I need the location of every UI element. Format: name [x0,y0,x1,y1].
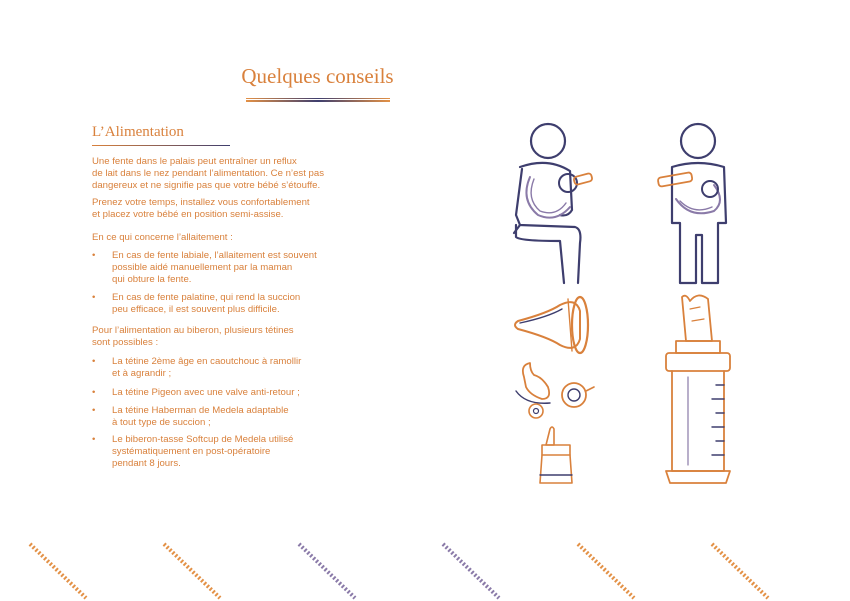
list-item-text: En cas de fente labiale, l’allaitement est souvent possible aidé manuellement par la maman qui obture la fente. [112,250,317,286]
bullet-dot: • [92,356,96,367]
seated-parent-feeding-icon [514,124,593,283]
valve-icon [562,383,594,407]
paragraph-position: Prenez votre temps, installez vous confortablement et placez votre bébé en position semi-assise. [92,197,310,221]
title-underline [246,98,390,102]
decorative-hatch-orange [162,540,222,600]
teat-side-view-icon [515,297,588,353]
list-item-text: La tétine Pigeon avec une valve anti-retour ; [112,387,300,398]
decorative-hatch-orange [28,540,88,600]
section-underline [92,145,230,146]
section-heading: L’Alimentation [92,124,184,140]
feeding-illustrations [490,115,750,495]
decorative-hatch-lavender [441,540,501,600]
bullet-dot: • [92,434,96,445]
paragraph-reflux: Une fente dans le palais peut entraîner un reflux de lait dans le nez pendant l’alimentation. Ce n’est pas dangereux et ne signifie pas que votre bébé s’étouffe. [92,156,324,192]
decorative-hatch-lavender [297,540,357,600]
small-teats-icon [516,363,550,418]
decorative-hatch-orange [576,540,636,600]
decorative-hatch-orange [710,540,770,600]
list-item-text: Le biberon-tasse Softcup de Medela utilisé systématiquement en post-opératoire pendant 8 jours. [112,434,294,470]
list-item-text: En cas de fente palatine, qui rend la succion peu efficace, il est souvent plus difficile. [112,292,301,316]
list-item-text: La tétine Haberman de Medela adaptable à tout type de succion ; [112,405,289,429]
paragraph-bottle: Pour l’alimentation au biberon, plusieurs tétines sont possibles : [92,325,294,349]
paragraph-breastfeeding: En ce qui concerne l’allaitement : [92,232,233,243]
page-title: Quelques conseils [241,64,394,88]
bullet-dot: • [92,387,96,398]
list-item-text: La tétine 2ème âge en caoutchouc à ramollir et à agrandir ; [112,356,302,380]
bullet-dot: • [92,405,96,416]
long-bottle-icon [666,295,730,483]
bullet-dot: • [92,292,96,303]
bullet-dot: • [92,250,96,261]
standing-parent-feeding-icon [658,124,726,283]
small-bottle-icon [540,427,572,483]
